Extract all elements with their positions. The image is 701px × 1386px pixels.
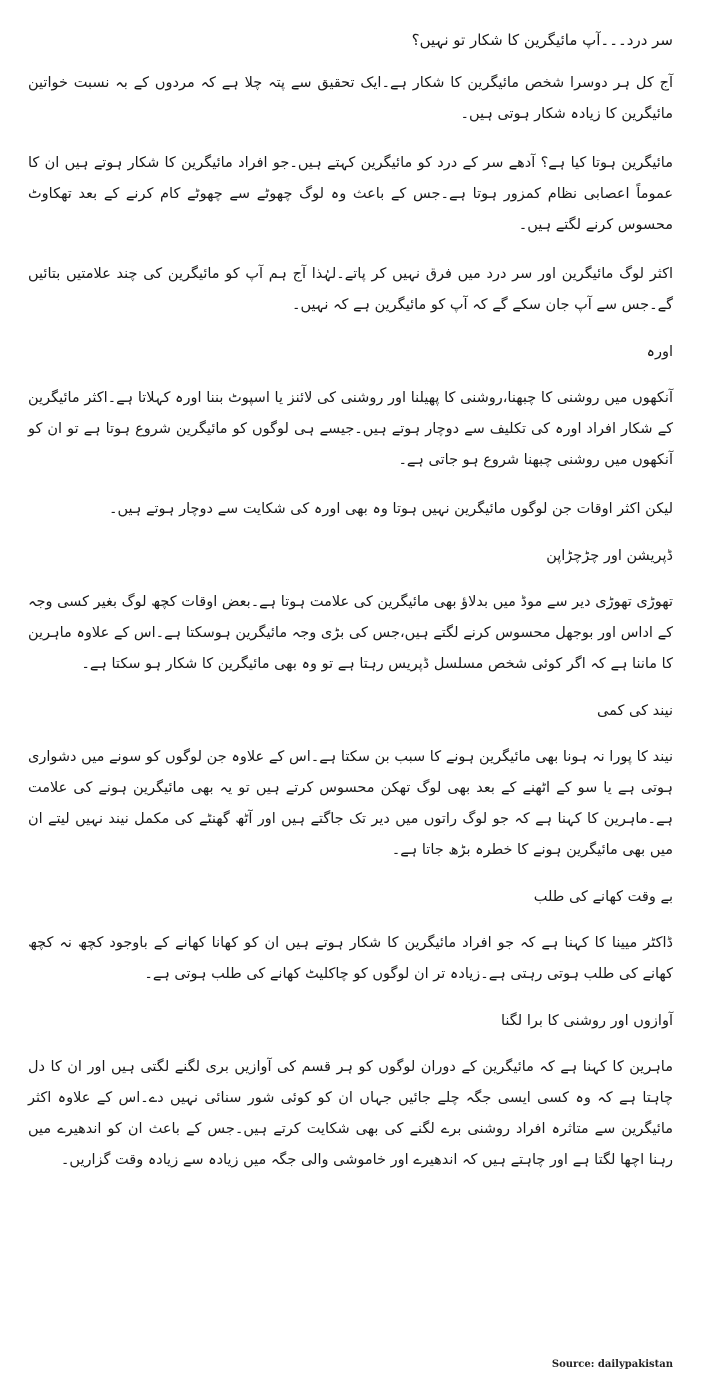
article-title: سر درد۔۔۔آپ مائیگرین کا شکار تو نہیں؟ bbox=[411, 31, 673, 49]
section-heading-sleep: نیند کی کمی bbox=[597, 703, 673, 719]
article bbox=[28, 28, 673, 1194]
section-heading-aura: اورہ bbox=[646, 344, 673, 360]
section-heading-sensitivity: آوازوں اور روشنی کا برا لگنا bbox=[500, 1013, 673, 1029]
section-depression-paragraph: تھوڑی تھوڑی دیر سے موڈ میں بدلاؤ بھی مائیگرین کی علامت ہوتا ہے۔بعض اوقات کچھ لوگ بغیر کسی وجہ کے اداس اور بوجھل محسوس کرنے لگتے ہیں،جس کی بڑی وجہ مائیگرین ہوسکتا ہے۔اس کے علاوہ ماہرین کا ماننا ہے کہ اگر کوئی شخص مسلسل ڈپریس رہتا ہے تو وہ بھی مائیگرین کا شکار ہو سکتا ہے۔ bbox=[28, 594, 673, 672]
section-heading-depression: ڈپریشن اور چڑچڑاپن bbox=[546, 548, 673, 564]
section-aura-paragraph-2: لیکن اکثر اوقات جن لوگوں مائیگرین نہیں ہوتا وہ بھی اورہ کی شکایت سے دوچار ہوتے ہیں۔ bbox=[108, 501, 673, 517]
section-cravings-paragraph: ڈاکٹر میینا کا کہنا ہے کہ جو افراد مائیگرین کا شکار ہوتے ہیں ان کو کھانا کھانے کے باوجود کچھ نہ کچھ کھانے کی طلب ہوتی رہتی ہے۔زیادہ تر ان لوگوں کو چاکلیٹ کھانے کی طلب ہوتی ہے۔ bbox=[28, 935, 673, 982]
section-sensitivity-paragraph: ماہرین کا کہنا ہے کہ مائیگرین کے دوران لوگوں کو ہر قسم کی آوازیں بری لگنے لگتی ہیں اور ان کا دل چاہتا ہے کہ وہ کسی ایسی جگہ چلے جائیں جہاں ان کو کوئی شور سنائی نہیں دے۔اس کے علاوہ اکثر مائیگرین سے متاثرہ افراد روشنی برے لگنے کی بھی شکایت کرتے ہیں۔جس کے باعث ان کو اندھیرے میں رہنا اچھا لگتا ہے اور چاہتے ہیں کہ اندھیرے اور خاموشی والی جگہ میں زیادہ سے زیادہ وقت گزاریں۔ bbox=[28, 1059, 673, 1168]
intro-paragraph-1: آج کل ہر دوسرا شخص مائیگرین کا شکار ہے۔ایک تحقیق سے پتہ چلا ہے کہ مردوں کے بہ نسبت خواتین مائیگرین کا زیادہ شکار ہوتی ہیں۔ bbox=[28, 75, 673, 122]
source-credit: Source: dailypakistan bbox=[551, 1359, 673, 1370]
section-sleep-paragraph: نیند کا پورا نہ ہونا بھی مائیگرین ہونے کا سبب بن سکتا ہے۔اس کے علاوہ جن لوگوں کو سونے میں دشواری ہوتی ہے یا سو کے اٹھنے کے بعد بھی لوگ تھکن محسوس کرتے ہیں تو یہ بھی مائیگرین ہونے کی علامت ہے۔ماہرین کا کہنا ہے کہ جو لوگ راتوں میں دیر تک جاگتے ہیں اور آٹھ گھنٹے کی مکمل نیند نہیں لیتے ان میں بھی مائیگرین ہونے کا خطرہ بڑھ جاتا ہے۔ bbox=[28, 749, 673, 858]
intro-paragraph-2: مائیگرین ہوتا کیا ہے؟ آدھے سر کے درد کو مائیگرین کہتے ہیں۔جو افراد مائیگرین کا شکار ہوتے ہیں ان کا عموماً اعصابی نظام کمزور ہوتا ہے۔جس کے باعث وہ لوگ چھوٹے سے چھوٹے کام کرنے کے بعد تھکاوٹ محسوس کرنے لگتے ہیں۔ bbox=[28, 155, 673, 233]
section-heading-cravings: بے وقت کھانے کی طلب bbox=[533, 889, 673, 905]
intro-paragraph-3: اکثر لوگ مائیگرین اور سر درد میں فرق نہیں کر پاتے۔لہٰذا آج ہم آپ کو مائیگرین کی چند علامتیں بتائیں گے۔جس سے آپ جان سکے گے کہ آپ کو مائیگرین ہے کہ نہیں۔ bbox=[28, 266, 673, 313]
section-aura-paragraph-1: آنکھوں میں روشنی کا چبھنا،روشنی کا پھیلنا اور روشنی کی لائنز یا اسپوٹ بننا اورہ کہلاتا ہے۔اکثر مائیگرین کے شکار افراد اورہ کی تکلیف سے دوچار ہوتے ہیں۔جیسے ہی لوگوں کو مائیگرین شروع ہوتا ہے تو ان کو آنکھوں میں روشنی چبھنا شروع ہو جاتی ہے۔ bbox=[28, 390, 673, 468]
